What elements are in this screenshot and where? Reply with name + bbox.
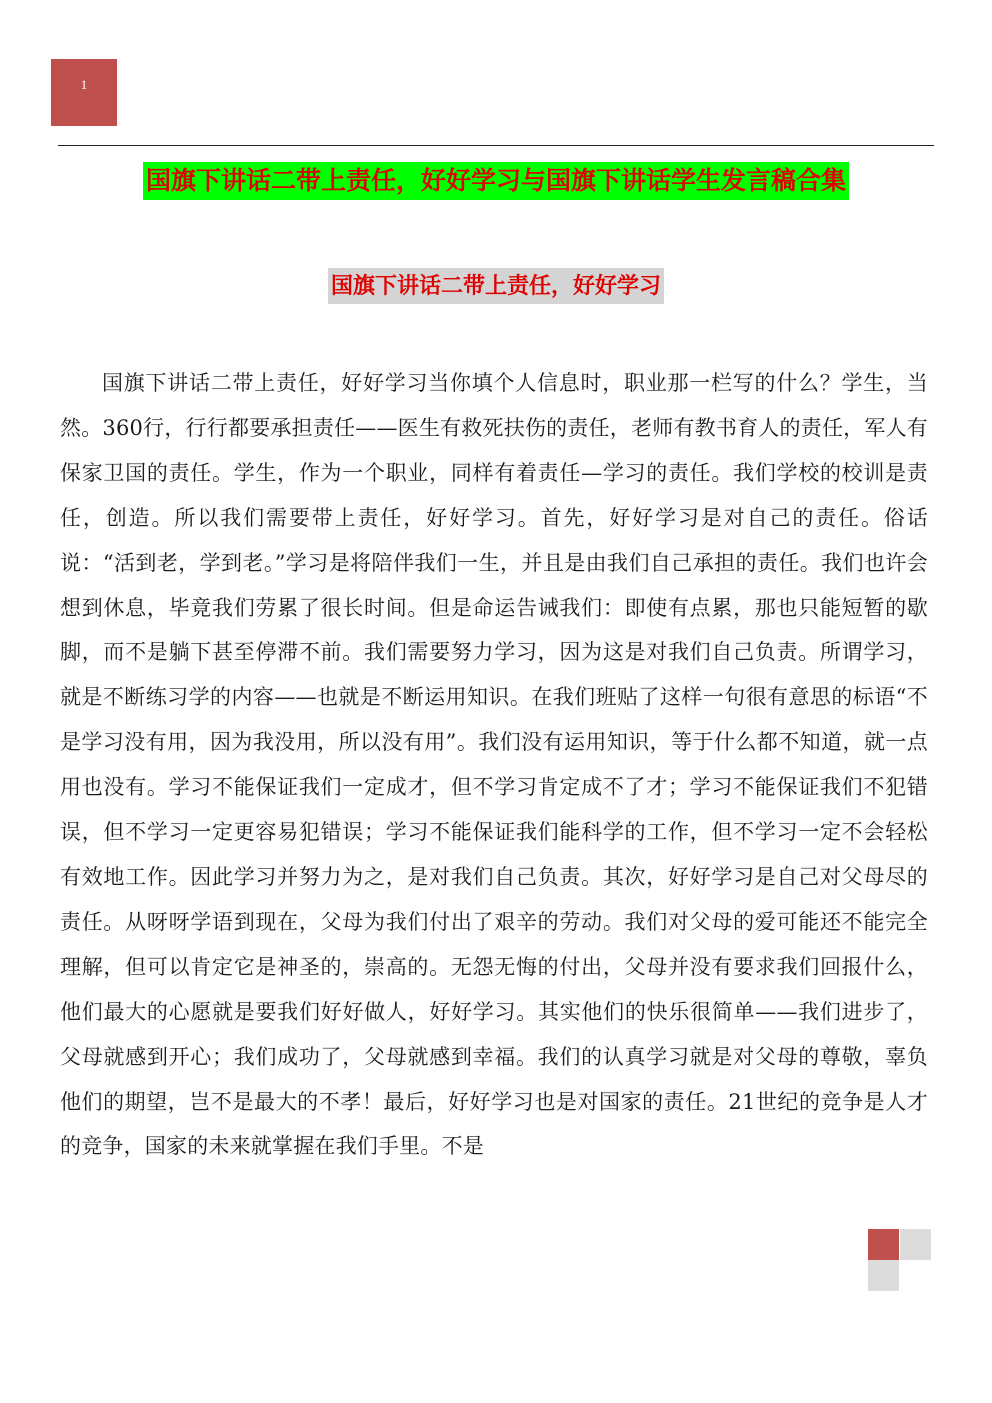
- corner-square-gray: [868, 1260, 899, 1291]
- page-number-badge: [51, 59, 117, 126]
- main-title-container: [0, 162, 992, 200]
- page-number: 1: [80, 77, 88, 92]
- section-title-container: [0, 268, 992, 304]
- section-title: 国旗下讲话二带上责任，好好学习: [328, 268, 664, 304]
- body-paragraph: 国旗下讲话二带上责任，好好学习当你填个人信息时，职业那一栏写的什么？学生，当然。360行，行行都要承担责任——医生有救死扶伤的责任，老师有教书育人的责任，军人有保家卫国的责任。学生，作为一个职业，同样有着责任—学习的责任。我们学校的校训是责任，创造。所以我们需要带上责任，好好学习。首先，好好学习是对自己的责任。俗话说：“活到老，学到老。”学习是将陪伴我们一生，并且是由我们自己承担的责任。我们也许会想到休息，毕竟我们劳累了很长时间。但是命运告诫我们：即使有点累，那也只能短暂的歇脚，而不是躺下甚至停滞不前。我们需要努力学习，因为这是对我们自己负责。所谓学习，就是不断练习学的内容——也就是不断运用知识。在我们班贴了这样一句很有意思的标语“不是学习没有用，因为我没用，所以没有用”。我们没有运用知识，等于什么都不知道，就一点用也没有。学习不能保证我们一定成才，但不学习肯定成不了才；学习不能保证我们不犯错误，但不学习一定更容易犯错误；学习不能保证我们能科学的工作，但不学习一定不会轻松有效地工作。因此学习并努力为之，是对我们自己负责。其次，好好学习是自己对父母尽的责任。从呀呀学语到现在，父母为我们付出了艰辛的劳动。我们对父母的爱可能还不能完全理解，但可以肯定它是神圣的，崇高的。无怨无悔的付出，父母并没有要求我们回报什么，他们最大的心愿就是要我们好好做人，好好学习。其实他们的快乐很简单——我们进步了， 父母就感到开心；我们成功了，父母就感到幸福。我们的认真学习就是对父母的尊敬，辜负他们的期望，岂不是最大的不孝！最后，好好学习也是对国家的责任。21世纪的竞争是人才的竞争，国家的未来就掌握在我们手里。不是: [60, 371, 928, 1159]
- header-divider: [58, 145, 934, 146]
- corner-square-gray: [900, 1229, 931, 1260]
- corner-square-red: [868, 1229, 899, 1260]
- main-title: 国旗下讲话二带上责任，好好学习与国旗下讲话学生发言稿合集: [143, 162, 849, 200]
